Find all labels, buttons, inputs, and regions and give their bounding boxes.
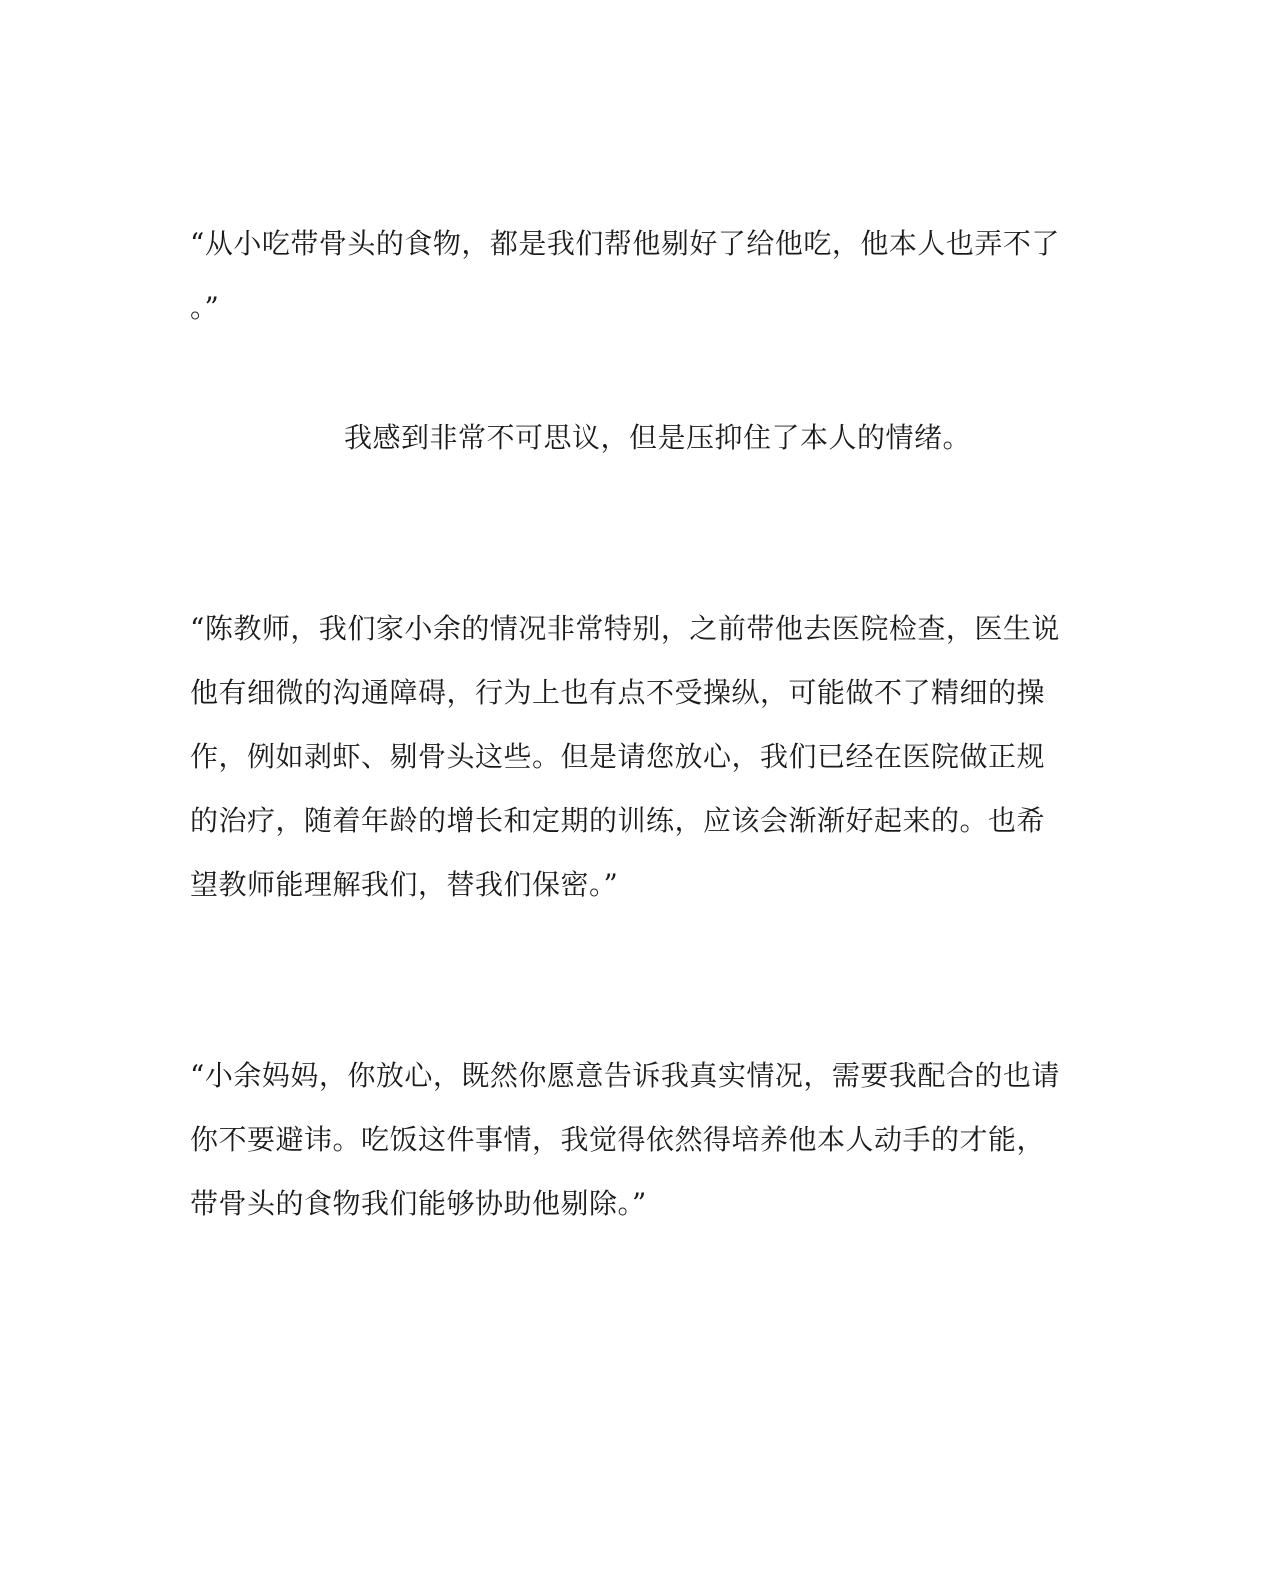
paragraph-line: 的治疗，随着年龄的增长和定期的训练，应该会渐渐好起来的。也希: [190, 804, 1046, 837]
paragraph-line: 作，例如剥虾、剔骨头这些。但是请您放心，我们已经在医院做正规: [190, 740, 1046, 773]
paragraph-line: “陈教师，我们家小余的情况非常特别，之前带他去医院检查，医生说: [190, 612, 1060, 645]
paragraph-line: “小余妈妈，你放心，既然你愿意告诉我真实情况，需要我配合的也请: [190, 1059, 1060, 1092]
paragraph-line: 望教师能理解我们，替我们保密。”: [190, 868, 619, 901]
paragraph-line: “从小吃带骨头的食物，都是我们帮他剔好了给他吃，他本人也弄不了: [190, 227, 1060, 260]
paragraph-line: 他有细微的沟通障碍，行为上也有点不受操纵，可能做不了精细的操: [190, 676, 1046, 709]
paragraph-line: 我感到非常不可思议，但是压抑住了本人的情绪。: [343, 421, 971, 454]
paragraph-line: 带骨头的食物我们能够协助他剔除。”: [190, 1187, 647, 1220]
paragraph-line: 你不要避讳。吃饭这件事情，我觉得依然得培养他本人动手的才能，: [190, 1123, 1046, 1156]
paragraph-line: 。”: [190, 291, 220, 324]
